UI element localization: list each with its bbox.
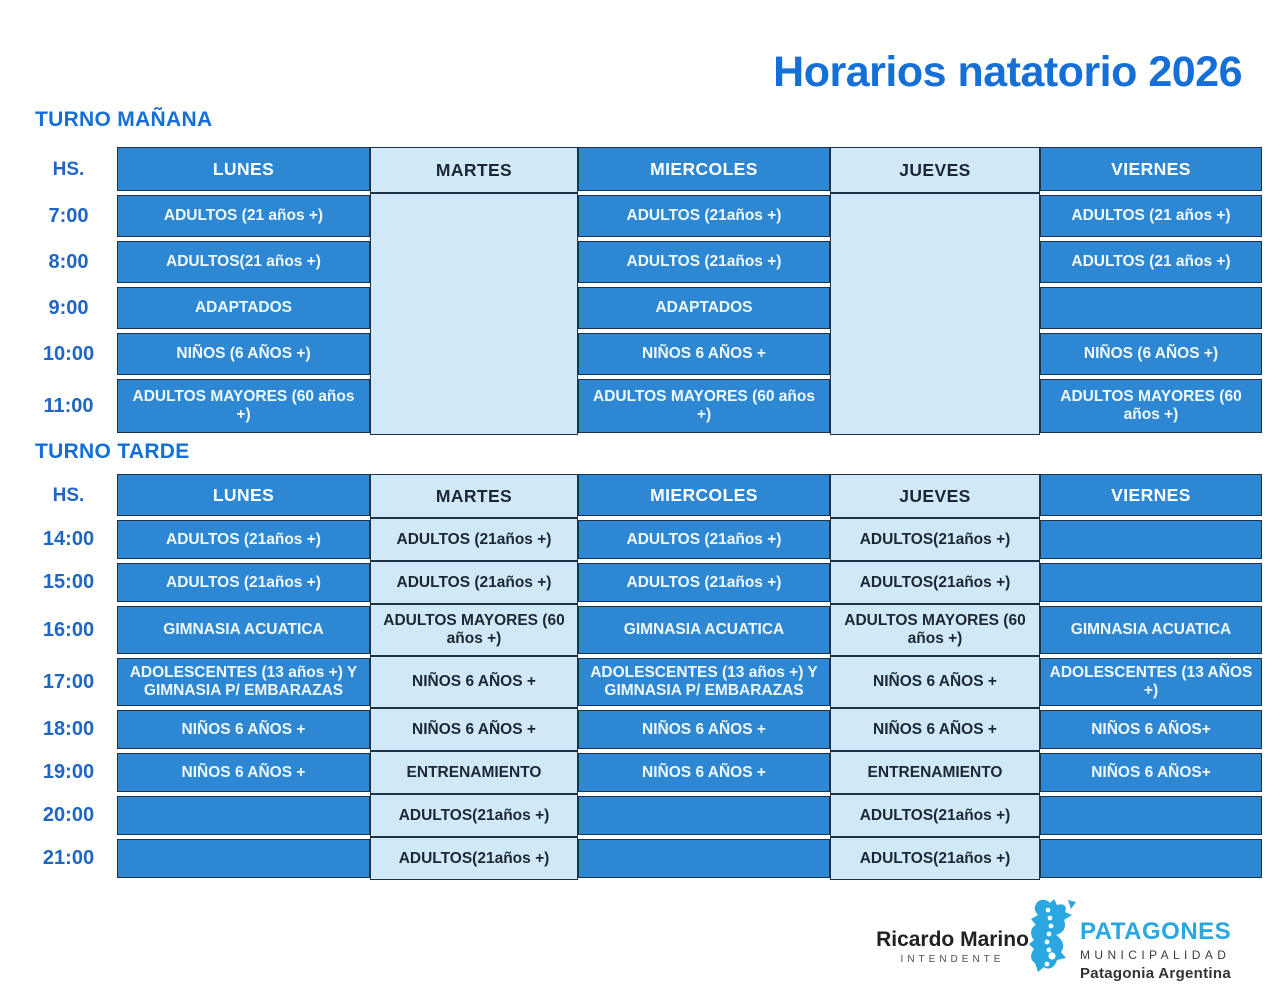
day-header-viernes: VIERNES <box>1040 474 1262 516</box>
time-label: 8:00 <box>48 250 89 273</box>
schedule-cell: ADULTOS MAYORES (60 años +) <box>578 379 830 433</box>
schedule-cell: NIÑOS 6 AÑOS + <box>117 710 370 749</box>
time-label: 14:00 <box>42 528 95 550</box>
time-label: 9:00 <box>48 296 89 319</box>
schedule-cell: ADULTOS MAYORES (60 años +) <box>830 604 1040 656</box>
day-header-lunes: LUNES <box>117 474 370 516</box>
schedule-cell <box>1040 287 1262 329</box>
time-label: 15:00 <box>42 571 95 593</box>
schedule-cell: NIÑOS 6 AÑOS + <box>830 656 1040 708</box>
brand-name: PATAGONES <box>1080 918 1232 945</box>
schedule-cell: ADULTOS(21años +) <box>830 561 1040 604</box>
schedule-cell <box>1040 520 1262 559</box>
schedule-cell: ADULTOS (21años +) <box>578 520 830 559</box>
schedule-cell: ADULTOS (21años +) <box>370 561 578 604</box>
schedule-cell: NIÑOS (6 AÑOS +) <box>1040 333 1262 375</box>
page-title: Horarios natatorio 2026 <box>773 48 1242 96</box>
schedule-cell: NIÑOS 6 AÑOS+ <box>1040 710 1262 749</box>
schedule-cell: NIÑOS 6 AÑOS + <box>830 708 1040 751</box>
schedule-cell: ADAPTADOS <box>578 287 830 329</box>
schedule-cell: ADULTOS (21años +) <box>117 563 370 602</box>
day-header-lunes: LUNES <box>117 147 370 191</box>
day-header-jueves: JUEVES <box>830 147 1040 193</box>
day-header-martes: MARTES <box>370 147 578 193</box>
afternoon-schedule-table <box>0 474 1262 880</box>
schedule-cell <box>578 796 830 835</box>
time-label: 21:00 <box>42 847 95 869</box>
hs-column-header: HS. <box>52 485 85 506</box>
schedule-cell <box>117 839 370 878</box>
schedule-cell: NIÑOS 6 AÑOS + <box>370 708 578 751</box>
schedule-cell: ADULTOS (21años +) <box>578 563 830 602</box>
time-label: 11:00 <box>43 394 94 417</box>
schedule-cell: NIÑOS 6 AÑOS + <box>578 753 830 792</box>
schedule-cell <box>1040 839 1262 878</box>
time-label: 10:00 <box>42 342 95 365</box>
schedule-cell: ADOLESCENTES (13 AÑOS +) <box>1040 658 1262 706</box>
day-header-miercoles: MIERCOLES <box>578 147 830 191</box>
schedule-cell: ADULTOS (21años +) <box>578 195 830 237</box>
schedule-cell: GIMNASIA ACUATICA <box>578 606 830 654</box>
day-header-miercoles: MIERCOLES <box>578 474 830 516</box>
time-label: 16:00 <box>42 618 95 641</box>
schedule-cell: ADAPTADOS <box>117 287 370 329</box>
schedule-cell: ADOLESCENTES (13 años +) Y GIMNASIA P/ EMBARAZAS <box>117 658 370 706</box>
schedule-cell: ADULTOS(21años +) <box>370 794 578 837</box>
brand-tagline: Patagonia Argentina <box>1080 965 1231 982</box>
signature-role: INTENDENTE <box>900 954 1005 965</box>
schedule-cell: ADULTOS(21años +) <box>830 837 1040 880</box>
time-label: 20:00 <box>42 804 95 826</box>
schedule-cell: NIÑOS 6 AÑOS + <box>117 753 370 792</box>
schedule-cell: ADULTOS (21 años +) <box>1040 195 1262 237</box>
hs-column-header: HS. <box>52 159 85 180</box>
schedule-cell: ADULTOS (21años +) <box>370 518 578 561</box>
schedule-cell: ADULTOS(21 años +) <box>117 241 370 283</box>
schedule-cell: ADULTOS (21años +) <box>578 241 830 283</box>
schedule-cell: NIÑOS 6 AÑOS + <box>370 656 578 708</box>
brand-subtitle: MUNICIPALIDAD <box>1080 948 1231 962</box>
schedule-cell: ADULTOS(21años +) <box>830 794 1040 837</box>
schedule-cell <box>117 796 370 835</box>
schedule-cell: ADULTOS MAYORES (60 años +) <box>1040 379 1262 433</box>
signature-name: Ricardo Marino <box>876 928 1029 951</box>
municipality-brand-block <box>1080 918 1231 982</box>
schedule-cell: ADULTOS MAYORES (60 años +) <box>370 604 578 656</box>
schedule-cell: ADULTOS(21años +) <box>830 518 1040 561</box>
schedule-cell: NIÑOS 6 AÑOS+ <box>1040 753 1262 792</box>
schedule-cell: GIMNASIA ACUATICA <box>1040 606 1262 654</box>
patagones-map-logo-icon <box>1026 896 1078 983</box>
signature-block <box>870 928 1035 965</box>
schedule-cell: ADULTOS (21 años +) <box>117 195 370 237</box>
schedule-cell <box>1040 796 1262 835</box>
morning-schedule-table <box>0 147 1262 435</box>
schedule-cell: GIMNASIA ACUATICA <box>117 606 370 654</box>
schedule-cell: NIÑOS 6 AÑOS + <box>578 333 830 375</box>
schedule-cell: ADULTOS (21 años +) <box>1040 241 1262 283</box>
time-label: 17:00 <box>42 670 95 693</box>
schedule-cell: ADULTOS MAYORES (60 años +) <box>117 379 370 433</box>
day-header-martes: MARTES <box>370 474 578 518</box>
section-label-turno-tarde: TURNO TARDE <box>35 440 190 463</box>
schedule-cell: ADOLESCENTES (13 años +) Y GIMNASIA P/ EMBARAZAS <box>578 658 830 706</box>
schedule-cell <box>1040 563 1262 602</box>
time-label: 18:00 <box>42 718 95 740</box>
time-label: 7:00 <box>48 204 89 227</box>
empty-day-block <box>830 193 1040 435</box>
schedule-cell: ENTRENAMIENTO <box>370 751 578 794</box>
schedule-cell <box>578 839 830 878</box>
schedule-cell: NIÑOS (6 AÑOS +) <box>117 333 370 375</box>
schedule-cell: NIÑOS 6 AÑOS + <box>578 710 830 749</box>
schedule-cell: ENTRENAMIENTO <box>830 751 1040 794</box>
empty-day-block <box>370 193 578 435</box>
schedule-cell: ADULTOS(21años +) <box>370 837 578 880</box>
schedule-cell: ADULTOS (21años +) <box>117 520 370 559</box>
section-label-turno-manana: TURNO MAÑANA <box>35 108 213 131</box>
day-header-viernes: VIERNES <box>1040 147 1262 191</box>
time-label: 19:00 <box>42 761 95 783</box>
day-header-jueves: JUEVES <box>830 474 1040 518</box>
